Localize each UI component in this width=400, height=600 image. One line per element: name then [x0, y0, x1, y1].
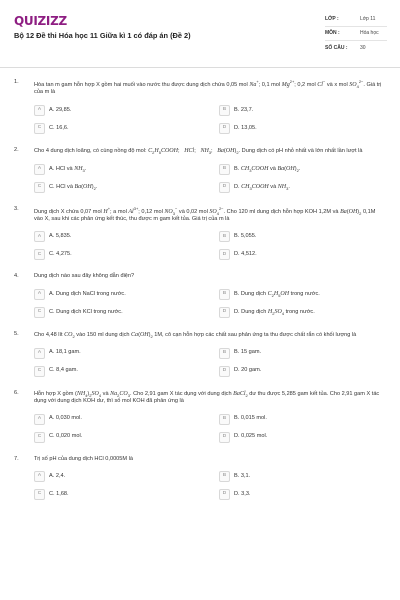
- answer-option-b[interactable]: [219, 230, 386, 243]
- option-letter-box: B: [219, 348, 230, 359]
- option-text: D. 0,025 mol.: [234, 433, 268, 440]
- answer-option-b[interactable]: [219, 104, 386, 117]
- answer-option-b[interactable]: [219, 470, 386, 483]
- question-header: [14, 273, 386, 281]
- answer-option-b[interactable]: [219, 347, 386, 360]
- option-letter-box: C: [34, 123, 45, 134]
- option-text: D. 3,3.: [234, 490, 251, 497]
- option-text: B. 23,7.: [234, 106, 254, 113]
- question-1: [14, 79, 386, 135]
- answer-options: [34, 104, 386, 135]
- option-letter-box: A: [34, 289, 45, 300]
- option-letter-box: C: [34, 366, 45, 377]
- option-letter-box: A: [34, 164, 45, 175]
- option-letter-box: A: [34, 105, 45, 116]
- answer-option-c[interactable]: [34, 431, 201, 444]
- option-letter-box: C: [34, 432, 45, 443]
- meta-label: MÔN :: [325, 30, 340, 37]
- option-text: C. 1,68.: [49, 490, 69, 497]
- question-2: [14, 147, 386, 194]
- question-number: 3.: [14, 205, 19, 212]
- option-text: D. 4,512.: [234, 251, 257, 258]
- question-number: 6.: [14, 389, 19, 396]
- question-header: [14, 456, 386, 464]
- answer-option-c[interactable]: [34, 365, 201, 378]
- answer-option-d[interactable]: [219, 431, 386, 444]
- quizizz-logo: QUIZIZZ: [14, 14, 67, 28]
- question-number: 7.: [14, 455, 19, 462]
- answer-option-a[interactable]: [34, 230, 201, 243]
- option-text: C. 16,6.: [49, 124, 69, 131]
- option-text: A. 0,030 mol.: [49, 415, 82, 422]
- option-text: A. 29,85.: [49, 106, 72, 113]
- answer-option-c[interactable]: [34, 248, 201, 261]
- option-text: D. Dung dịch $H_2SO_4$ trong nước.: [234, 309, 315, 317]
- meta-value: Hóa học: [360, 30, 379, 37]
- answer-option-a[interactable]: [34, 288, 201, 301]
- option-text: B. 15 gam.: [234, 349, 262, 356]
- question-text: Dung dịch X chứa 0,07 mol H+; a mol $Al^{3+}$; 0,12 mol $NO_3^-$ và 0,02 mol $SO_4^{2-}$. Cho 120 ml dung dịch hỗn hợp KOH 1,2M và $Ba(OH)_2$ 0,1M vào X, sau khi các phản ứng kết thúc, thu được m gam kết tủa. Giá trị của m là: [34, 205, 376, 222]
- meta-row-question-count: [325, 41, 387, 55]
- option-letter-box: B: [219, 289, 230, 300]
- answer-option-c[interactable]: [34, 181, 201, 194]
- question-text: Cho 4,48 lít $CO_2$ vào 150 ml dung dịch $Ca(OH)_2$ 1M, cô cạn hỗn hợp các chất sau phản ứng ta thu được chất rắn có khối lượng là: [34, 332, 357, 340]
- question-4: [14, 273, 386, 319]
- answer-option-a[interactable]: [34, 347, 201, 360]
- option-letter-box: B: [219, 471, 230, 482]
- question-number: 4.: [14, 273, 19, 280]
- option-letter-box: B: [219, 414, 230, 425]
- option-text: B. Dung dịch $C_2H_5OH$ trong nước.: [234, 291, 320, 299]
- meta-row-class: [325, 13, 387, 27]
- answer-options: [34, 470, 386, 501]
- answer-option-d[interactable]: [219, 365, 386, 378]
- question-text: Hỗn hợp X gồm $(NH_4)_2SO_4$ và $Na_2CO_3$. Cho 2,91 gam X tác dụng với dung dịch BaCl$_2$ dư thu được 5,285 gam kết tủa. Cho 2,91 gam X tác dụng với dung dịch KOH dư, thì số mol KOH đã phản ứng là: [34, 390, 380, 405]
- meta-value: 30: [360, 44, 366, 51]
- answer-option-d[interactable]: [219, 306, 386, 319]
- worksheet-header: [0, 0, 400, 58]
- answer-option-d[interactable]: [219, 181, 386, 194]
- answer-option-c[interactable]: [34, 306, 201, 319]
- option-text: C. HCl và $Ba(OH)_2$.: [49, 183, 98, 191]
- option-text: D. 20 gam.: [234, 367, 262, 374]
- option-letter-box: A: [34, 414, 45, 425]
- answer-options: [34, 413, 386, 444]
- answer-option-c[interactable]: [34, 488, 201, 501]
- option-text: D. 13,05.: [234, 124, 257, 131]
- option-text: C. 0,020 mol.: [49, 433, 83, 440]
- answer-options: [34, 347, 386, 378]
- question-text: Cho 4 dung dịch loãng, có cùng nồng độ mol: $C_2H_5COOH$; HCl; $NH_3$; $Ba(OH)_2$. Dung dịch có pH nhỏ nhất và lớn nhất lần lượt là: [34, 147, 363, 156]
- option-letter-box: A: [34, 471, 45, 482]
- option-letter-box: D: [219, 366, 230, 377]
- option-letter-box: C: [34, 249, 45, 260]
- question-header: [14, 206, 386, 224]
- option-letter-box: C: [34, 182, 45, 193]
- meta-label: LỚP :: [325, 16, 339, 23]
- question-5: [14, 331, 386, 378]
- question-list: [14, 79, 386, 513]
- question-header: [14, 390, 386, 406]
- option-text: D. $CH_3COOH$ và $NH_3$.: [234, 183, 290, 191]
- option-letter-box: B: [219, 105, 230, 116]
- option-letter-box: C: [34, 489, 45, 500]
- question-text: Trị số pH của dung dịch HCl 0,0005M là: [34, 455, 133, 462]
- answer-option-b[interactable]: [219, 288, 386, 301]
- answer-options: [34, 288, 386, 319]
- question-text: Dung dịch nào sau đây không dẫn điện?: [34, 273, 135, 280]
- meta-label: SỐ CÂU :: [325, 44, 348, 51]
- option-letter-box: D: [219, 123, 230, 134]
- answer-option-a[interactable]: [34, 104, 201, 117]
- answer-option-b[interactable]: [219, 163, 386, 176]
- answer-option-d[interactable]: [219, 248, 386, 261]
- option-text: B. 3,1.: [234, 472, 251, 479]
- answer-option-a[interactable]: [34, 470, 201, 483]
- option-text: A. 2,4.: [49, 472, 66, 479]
- option-text: C. Dung dịch KCl trong nước.: [49, 308, 123, 315]
- option-text: A. 18,1 gam.: [49, 349, 81, 356]
- option-letter-box: D: [219, 307, 230, 318]
- option-letter-box: B: [219, 164, 230, 175]
- option-text: A. 5,835.: [49, 233, 72, 240]
- option-text: C. 4,275.: [49, 251, 72, 258]
- question-number: 2.: [14, 146, 19, 153]
- question-header: [14, 79, 386, 97]
- option-letter-box: D: [219, 489, 230, 500]
- question-header: [14, 331, 386, 340]
- header-divider: [0, 67, 400, 68]
- option-letter-box: D: [219, 249, 230, 260]
- answer-options: [34, 230, 386, 261]
- option-text: C. 8,4 gam.: [49, 367, 78, 374]
- answer-option-a[interactable]: [34, 413, 201, 426]
- option-letter-box: A: [34, 348, 45, 359]
- option-letter-box: A: [34, 231, 45, 242]
- option-text: B. 0,015 mol.: [234, 415, 267, 422]
- option-text: A. Dung dịch NaCl trong nước.: [49, 290, 126, 297]
- option-text: B. $CH_3COOH$ và $Ba(OH)_2$.: [234, 165, 301, 173]
- answer-option-a[interactable]: [34, 163, 201, 176]
- question-number: 1.: [14, 79, 19, 85]
- answer-option-d[interactable]: [219, 488, 386, 501]
- question-7: [14, 456, 386, 502]
- meta-table: [325, 13, 387, 55]
- question-header: [14, 147, 386, 156]
- option-letter-box: D: [219, 432, 230, 443]
- question-3: [14, 206, 386, 262]
- document-title: Bộ 12 Đề thi Hóa học 11 Giữa kì 1 có đáp án (Đề 2): [14, 31, 191, 40]
- option-letter-box: D: [219, 182, 230, 193]
- question-number: 5.: [14, 331, 19, 337]
- option-letter-box: C: [34, 307, 45, 318]
- answer-option-c[interactable]: [34, 122, 201, 135]
- answer-option-d[interactable]: [219, 122, 386, 135]
- option-text: A. HCl và $NH_3$.: [49, 165, 87, 173]
- meta-value: Lớp 11: [360, 16, 376, 23]
- question-6: [14, 390, 386, 444]
- option-text: B. 5,055.: [234, 233, 257, 240]
- answer-options: [34, 163, 386, 194]
- option-letter-box: B: [219, 231, 230, 242]
- answer-option-b[interactable]: [219, 413, 386, 426]
- meta-row-subject: [325, 27, 387, 41]
- question-text: Hòa tan m gam hỗn hợp X gồm hai muối vào nước thu được dung dịch chứa 0,05 mol Na+; 0,1 mol $Mg^{2+}$; 0,2 mol Cl− và x mol $SO_4^{2-}$. Giá trị của m là: [34, 79, 382, 96]
